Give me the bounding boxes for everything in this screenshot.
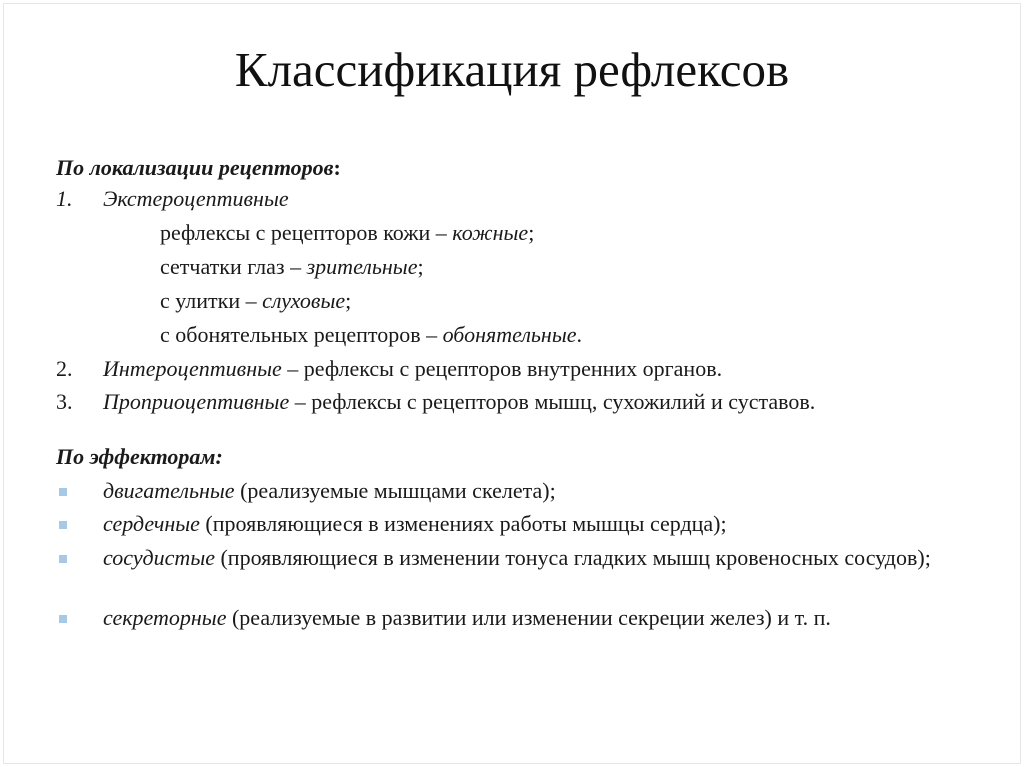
bullet-term: сосудистые	[103, 545, 215, 570]
list-text: – рефлексы с рецепторов внутренних органов.	[281, 356, 723, 381]
sub-item-text: с обонятельных рецепторов –	[160, 322, 443, 347]
list-term: Проприоцептивные	[103, 389, 290, 414]
sub-item-end: ;	[345, 288, 352, 313]
section-heading-colon: :	[333, 155, 341, 180]
slide-content	[56, 154, 956, 664]
sub-item-retina	[56, 253, 956, 287]
sub-item-end: .	[576, 322, 583, 347]
list-item-proprioceptive	[56, 388, 956, 443]
sub-item-text: с улитки –	[160, 288, 263, 313]
bullet-term: секреторные	[103, 605, 227, 630]
section-heading-text: По локализации рецепторов	[56, 155, 334, 180]
bullet-text: (реализуемые мышцами скелета);	[234, 478, 556, 503]
sub-item-cochlea	[56, 287, 956, 321]
list-number: 3.	[56, 389, 73, 414]
list-item-interoceptive	[56, 355, 956, 388]
bullet-text: (реализуемые в развитии или изменении секреции желез) и т. п.	[226, 605, 831, 630]
slide-title: Классификация рефлексов	[234, 42, 790, 97]
sub-item-end: ;	[417, 254, 424, 279]
sub-item-text: сетчатки глаз –	[160, 254, 307, 279]
bullet-item-cardiac	[56, 510, 956, 544]
sub-item-term: обонятельные	[442, 322, 577, 347]
sub-item-term: зрительные	[306, 254, 418, 279]
list-term: Интероцептивные	[103, 356, 282, 381]
sub-item-olfactory	[56, 321, 956, 355]
list-number: 2.	[56, 356, 73, 381]
bullet-item-vascular	[56, 544, 956, 604]
sub-item-term: кожные	[452, 220, 529, 245]
sub-item-skin	[56, 219, 956, 253]
bullet-text: (проявляющиеся в изменениях работы мышцы сердца);	[199, 511, 727, 536]
list-text: – рефлексы с рецепторов мышц, сухожилий и суставов.	[289, 389, 816, 414]
square-bullet-icon	[59, 615, 67, 623]
list-number: 1.	[56, 186, 73, 211]
sub-item-end: ;	[528, 220, 535, 245]
bullet-item-secretory	[56, 604, 956, 664]
bullet-term: сердечные	[103, 511, 200, 536]
bullet-item-motor	[56, 477, 956, 510]
section-heading-effectors: По эффекторам:	[56, 444, 223, 469]
bullet-text: (проявляющиеся в изменении тонуса гладких мышц кровеносных сосудов);	[214, 545, 931, 570]
list-item-exteroceptive	[56, 185, 956, 219]
sub-item-term: слуховые	[262, 288, 346, 313]
section-heading-receptors	[56, 154, 956, 185]
bullet-term: двигательные	[103, 478, 235, 503]
square-bullet-icon	[59, 555, 67, 563]
list-term: Экстероцептивные	[103, 186, 289, 211]
square-bullet-icon	[59, 521, 67, 529]
square-bullet-icon	[59, 488, 67, 496]
sub-item-text: рефлексы с рецепторов кожи –	[160, 220, 453, 245]
